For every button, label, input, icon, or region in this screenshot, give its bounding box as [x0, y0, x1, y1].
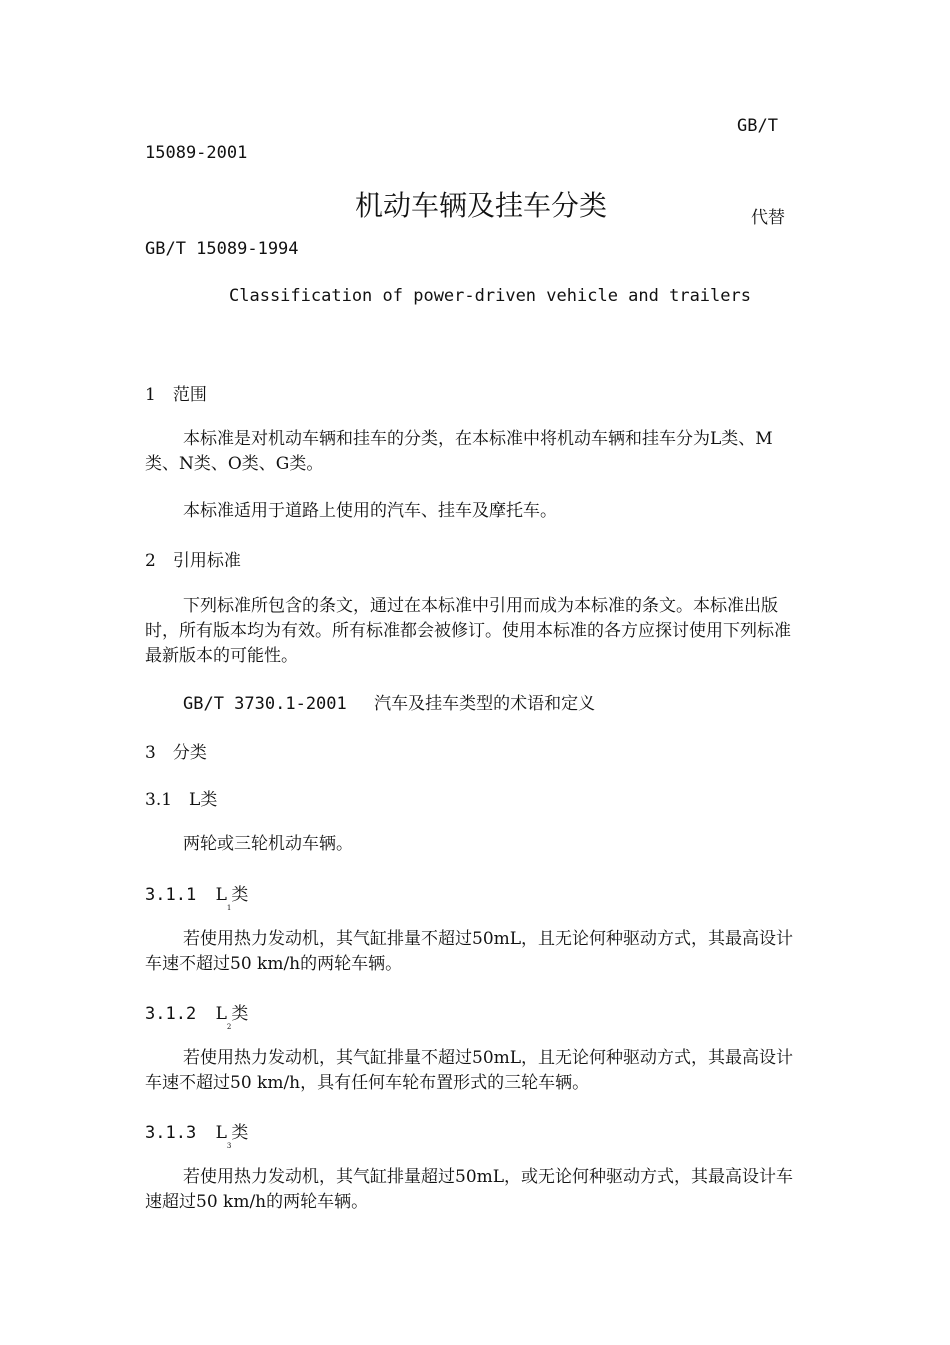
- section-3-1-1-paragraph: 若使用热力发动机，其气缸排量不超过50mL，且无论何种驱动方式，其最高设计车速不超过50 km/h的两轮车辆。: [145, 929, 794, 974]
- clause-number: 3.1.2: [145, 1004, 197, 1024]
- section-2-paragraph-1: 下列标准所包含的条文，通过在本标准中引用而成为本标准的条文。本标准出版时，所有版本均为有效。所有标准都会被修订。使用本标准的各方应探讨使用下列标准最新版本的可能性。: [145, 596, 791, 666]
- section-3-1-heading: 3.1 L类: [145, 790, 218, 810]
- reference-title: 汽车及挂车类型的术语和定义: [374, 694, 596, 714]
- section-3-1-1-heading: [145, 880, 248, 912]
- section-1-heading: 1 范围: [145, 385, 207, 405]
- reference-code: GB/T 3730.1-2001: [183, 694, 347, 714]
- english-title: Classification of power-driven vehicle and trailers: [229, 286, 751, 306]
- clause-number: 3.1.1: [145, 885, 197, 905]
- normative-reference: [183, 689, 595, 714]
- category-subscript: 1: [226, 904, 232, 912]
- clause-number: 3.1.3: [145, 1123, 197, 1143]
- category-subscript: 2: [226, 1023, 232, 1031]
- category-word: 类: [231, 1123, 249, 1143]
- category-letter: L: [215, 885, 227, 905]
- replaced-standard: GB/T 15089-1994: [145, 239, 299, 259]
- category-subscript: 3: [226, 1142, 232, 1150]
- replace-label: 代替: [751, 208, 785, 228]
- standard-prefix: GB/T: [737, 116, 778, 136]
- section-1-paragraph-1: 本标准是对机动车辆和挂车的分类，在本标准中将机动车辆和挂车分为L类、M类、N类、O类、G类。: [145, 429, 773, 474]
- document-title: 机动车辆及挂车分类: [355, 189, 608, 222]
- section-3-1-3-paragraph: 若使用热力发动机，其气缸排量超过50mL，或无论何种驱动方式，其最高设计车速超过50 km/h的两轮车辆。: [145, 1167, 794, 1212]
- section-2-heading: 2 引用标准: [145, 551, 241, 571]
- section-3-heading: 3 分类: [145, 743, 207, 763]
- section-1-paragraph-2: 本标准适用于道路上使用的汽车、挂车及摩托车。: [183, 501, 557, 521]
- category-word: 类: [231, 1004, 249, 1024]
- standard-number: 15089-2001: [145, 143, 248, 163]
- section-3-1-2-paragraph: 若使用热力发动机，其气缸排量不超过50mL，且无论何种驱动方式，其最高设计车速不超过50 km/h，具有任何车轮布置形式的三轮车辆。: [145, 1048, 794, 1093]
- section-3-1-3-heading: [145, 1118, 248, 1150]
- category-word: 类: [231, 885, 249, 905]
- category-letter: L: [215, 1004, 227, 1024]
- section-3-1-2-heading: [145, 999, 248, 1031]
- category-letter: L: [215, 1123, 227, 1143]
- section-3-1-paragraph: 两轮或三轮机动车辆。: [183, 834, 353, 854]
